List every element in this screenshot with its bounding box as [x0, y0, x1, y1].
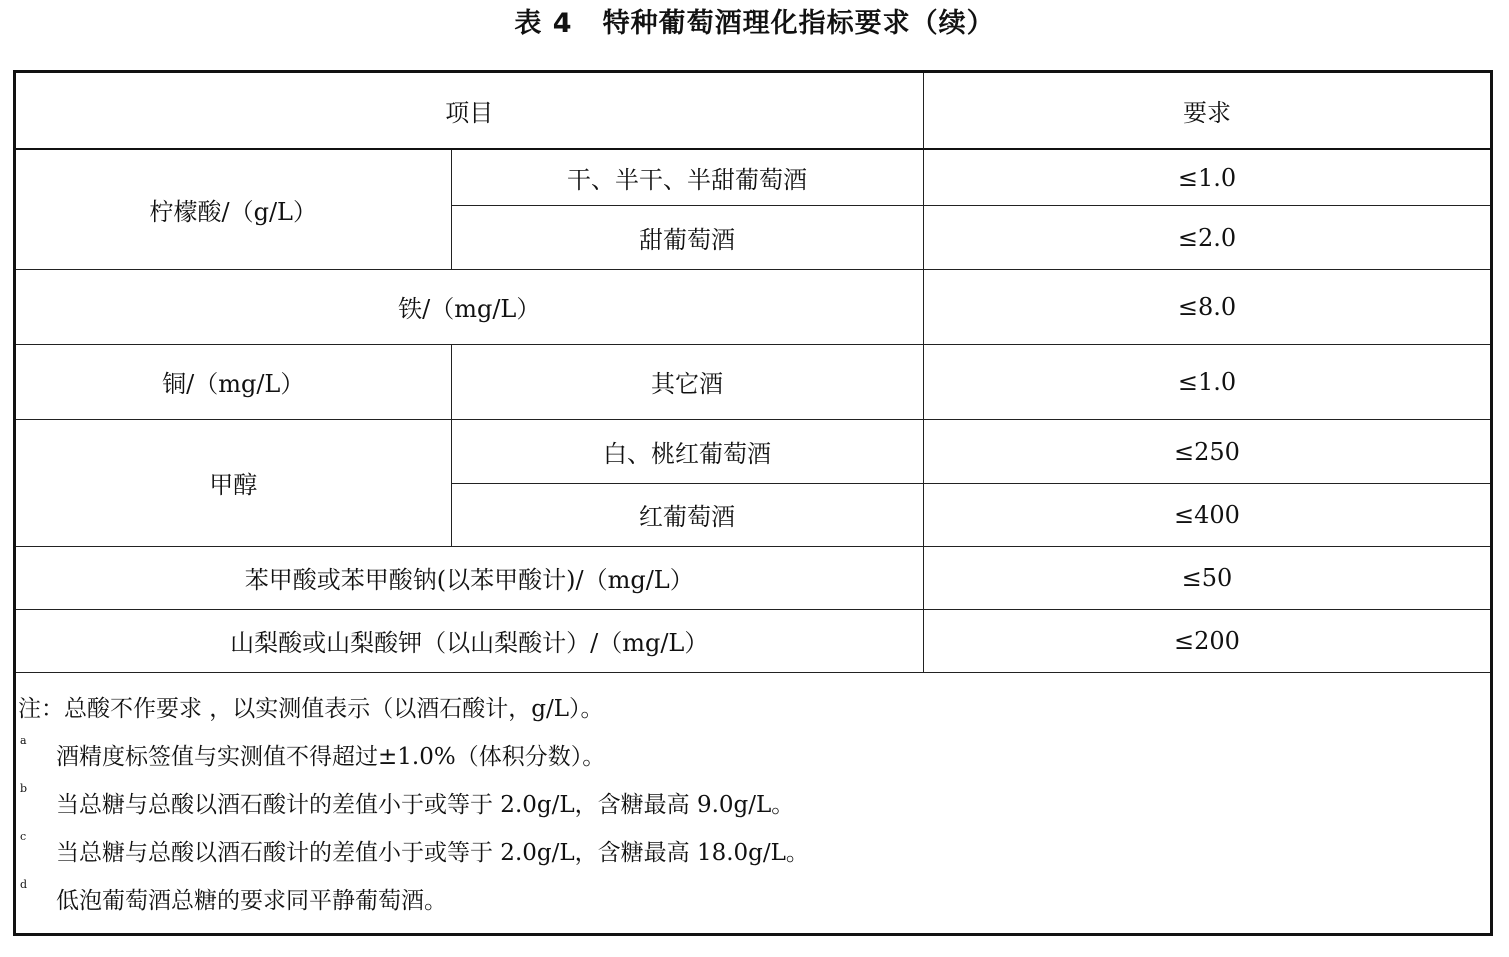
sub-red: 红葡萄酒 [451, 483, 923, 546]
spec-table [16, 73, 924, 673]
footnote-mark: a [20, 734, 27, 747]
table-row [16, 419, 923, 483]
table-header-row [16, 73, 923, 149]
sub-sweet: 甜葡萄酒 [451, 205, 923, 269]
table-row [16, 609, 923, 672]
table-caption [0, 2, 1509, 46]
value-citric-dry: ≤1.0 [923, 150, 1490, 206]
note-main: 注：总酸不作要求 ，以实测值表示（以酒石酸计，g/L）。 [18, 696, 604, 722]
item-copper: 铜/（mg/L） [16, 344, 451, 419]
value-methanol-red: ≤400 [923, 484, 1490, 547]
value-benzoic: ≤50 [923, 547, 1490, 610]
footnote-text: 当总糖与总酸以酒石酸计的差值小于或等于 2.0g/L，含糖最高 18.0g/L。 [56, 840, 809, 866]
table-row [16, 344, 923, 419]
item-citric-acid: 柠檬酸/（g/L） [16, 149, 451, 269]
footnote-mark: b [20, 782, 28, 795]
table-number: 表 4 [514, 8, 573, 39]
footnote-mark: d [20, 878, 28, 891]
footnote-text: 当总糖与总酸以酒石酸计的差值小于或等于 2.0g/L，含糖最高 9.0g/L。 [56, 792, 795, 818]
header-requirement: 要求 [923, 73, 1490, 150]
value-copper: ≤1.0 [923, 345, 1490, 420]
table-title: 特种葡萄酒理化指标要求（续） [602, 8, 995, 39]
value-citric-sweet: ≤2.0 [923, 206, 1490, 270]
footnote-text: 酒精度标签值与实测值不得超过±1.0%（体积分数）。 [56, 744, 606, 770]
sub-white-rose: 白、桃红葡萄酒 [451, 419, 923, 483]
item-methanol: 甲醇 [16, 419, 451, 546]
footnote-text: 低泡葡萄酒总糖的要求同平静葡萄酒。 [56, 888, 447, 914]
table-row [16, 269, 923, 344]
value-sorbic: ≤200 [923, 610, 1490, 673]
table-row [16, 149, 923, 205]
spec-table-frame [13, 70, 1493, 936]
item-sorbic-acid: 山梨酸或山梨酸钾（以山梨酸计）/（mg/L） [16, 609, 923, 672]
sub-dry-semi: 干、半干、半甜葡萄酒 [451, 149, 923, 205]
value-iron: ≤8.0 [923, 270, 1490, 345]
header-item: 项目 [16, 73, 923, 149]
table-row [16, 546, 923, 609]
footnote-mark: c [20, 830, 27, 843]
item-benzoic-acid: 苯甲酸或苯甲酸钠(以苯甲酸计)/（mg/L） [16, 546, 923, 609]
sub-other-wine: 其它酒 [451, 344, 923, 419]
item-iron: 铁/（mg/L） [16, 269, 923, 344]
value-methanol-white: ≤250 [923, 420, 1490, 484]
